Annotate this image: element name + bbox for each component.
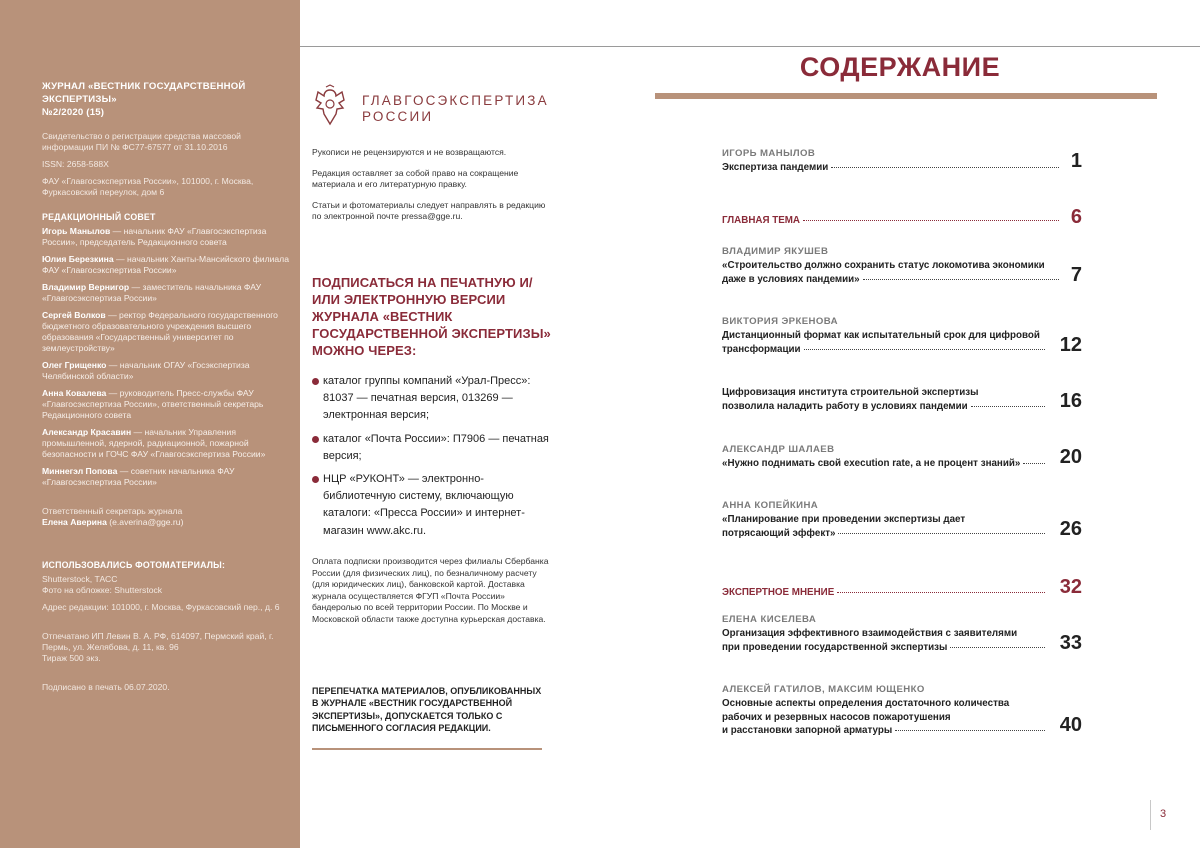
signed-date: Подписано в печать 06.07.2020. [42, 682, 170, 692]
toc-leader [1023, 463, 1045, 464]
imprint [42, 80, 290, 699]
toc-article-line: Организация эффективного взаимодействия с заявителями [722, 628, 1018, 639]
toc-author: ИГОРЬ МАНЫЛОВ [722, 148, 816, 159]
toc-entry[interactable] [722, 386, 1082, 413]
toc-entry[interactable] [722, 684, 1082, 738]
toc-leader [838, 533, 1045, 534]
toc-leader [950, 647, 1045, 648]
toc-leader [803, 220, 1059, 221]
issue-number: №2/2020 (15) [42, 107, 105, 118]
toc-page-number: 16 [1059, 390, 1082, 412]
board-member: Миннегэл Попова — советник начальника ФАУ «Главгосэкспертиза России» [42, 466, 235, 487]
subscribe-heading: ПОДПИСАТЬСЯ НА ПЕЧАТНУЮ И/ИЛИ ЭЛЕКТРОННУЮ ВЕРСИИ ЖУРНАЛА «ВЕСТНИК ГОСУДАРСТВЕННОЙ ЭКСПЕРТИЗЫ» МОЖНО ЧЕРЕЗ: [312, 275, 551, 358]
toc-page-number: 26 [1059, 518, 1082, 540]
toc-article-title: даже в условиях пандемии» [722, 273, 860, 285]
page-number: 3 [1160, 808, 1167, 820]
middle-column [300, 0, 655, 848]
subscribe-list [312, 373, 552, 546]
toc-author: ВЛАДИМИР ЯКУШЕВ [722, 246, 829, 257]
toc-article-line: Основные аспекты определения достаточного количества [722, 698, 1010, 709]
toc-author: АЛЕКСЕЙ ГАТИЛОВ, МАКСИМ ЮЩЕНКО [722, 684, 925, 695]
toc-page-number: 12 [1059, 334, 1082, 356]
toc-author: ВИКТОРИЯ ЭРКЕНОВА [722, 316, 838, 327]
founder-info: ФАУ «Главгосэкспертиза России», 101000, г. Москва, Фуркасовский переулок, дом 6 [42, 176, 254, 197]
toc-leader [863, 279, 1059, 280]
reprint-notice: ПЕРЕПЕЧАТКА МАТЕРИАЛОВ, ОПУБЛИКОВАННЫХ В ЖУРНАЛЕ «ВЕСТНИК ГОСУДАРСТВЕННОЙ ЭКСПЕРТИЗЫ», ДОПУСКАЕТСЯ ТОЛЬКО С ПИСЬМЕННОГО СОГЛАСИЯ РЕДАКЦИИ. [312, 686, 542, 734]
photo-cover: Фото на обложке: Shutterstock [42, 585, 163, 595]
board-member: Юлия Березкина — начальник Ханты-Мансийского филиала ФАУ «Главгосэкспертиза России» [42, 254, 289, 275]
toc-article-title: при проведении государственной экспертизы [722, 641, 948, 653]
toc-leader [971, 406, 1045, 407]
payment-info: Оплата подписки производится через филиалы Сбербанка России (для физических лиц), по безналичному расчету (для юридических лиц), банковской картой. Доставка журнала осуществляется ФГУП «Почта России» бандеролью по всей территории России. По Москве и Московской области также доступна курьерская доставка. [312, 556, 549, 624]
toc-page-number: 40 [1059, 714, 1082, 736]
toc-article-title: и расстановки запорной арматуры [722, 725, 893, 736]
toc-author: АННА КОПЕЙКИНА [722, 500, 819, 511]
list-item: каталог группы компаний «Урал-Пресс»: 81037 — печатная версия, 013269 — электронная версия; [312, 373, 552, 425]
editorial-address: Адрес редакции: 101000, г. Москва, Фуркасовский пер., д. 6 [42, 602, 280, 612]
toc-leader [895, 730, 1045, 731]
logo [312, 84, 552, 130]
photo-sources: Shutterstock, ТАСС [42, 574, 118, 584]
toc-page-number: 33 [1059, 632, 1082, 654]
toc-article-title: потрясающий эффект» [722, 527, 836, 539]
board-title: РЕДАКЦИОННЫЙ СОВЕТ [42, 212, 156, 222]
toc-article-line: Цифровизация института строительной экспертизы [722, 387, 979, 398]
board-member: Анна Ковалева — руководитель Пресс-службы ФАУ «Главгосэкспертиза России», ответственный секретарь Редакционного совета [42, 388, 264, 420]
toc-article-title: трансформации [722, 343, 801, 355]
toc-entry[interactable] [722, 614, 1082, 654]
page-number-rule [1150, 800, 1151, 830]
toc-entry[interactable] [722, 148, 1082, 175]
note-manuscripts: Рукописи не рецензируются и не возвращаются. [312, 147, 507, 157]
toc-section-title: ГЛАВНАЯ ТЕМА [722, 215, 801, 226]
toc-page-number: 6 [1070, 206, 1082, 228]
toc-entry[interactable] [722, 316, 1082, 356]
board-member: Владимир Вернигор — заместитель начальника ФАУ «Главгосэкспертиза России» [42, 282, 262, 303]
reprint-underline [312, 748, 542, 750]
toc-leader [831, 167, 1059, 168]
left-sidebar [0, 0, 300, 848]
toc-section[interactable] [722, 576, 1082, 600]
printer-info: Отпечатано ИП Левин В. А. РФ, 614097, Пермский край, г. Пермь, ул. Желябова, д. 11, кв. 96 [42, 631, 274, 652]
board-member: Сергей Волков — ректор Федерального государственного бюджетного образовательного учреждения высшего образования «Государственный университет по землеустройству» [42, 310, 278, 353]
bullet-icon [312, 476, 319, 483]
toc-article-line: Дистанционный формат как испытательный срок для цифровой [722, 330, 1040, 341]
circulation: Тираж 500 экз. [42, 653, 101, 663]
toc-article-line: «Строительство должно сохранить статус локомотива экономики [722, 260, 1045, 271]
toc-entry[interactable] [722, 246, 1082, 286]
toc-article-title: позволила наладить работу в условиях пандемии [722, 400, 968, 412]
note-rights: Редакция оставляет за собой право на сокращение материала и его литературную правку. [312, 167, 519, 189]
toc-author: ЕЛЕНА КИСЕЛЕВА [722, 614, 817, 625]
toc-article-title: «Нужно поднимать свой execution rate, а не процент знаний» [722, 458, 1021, 469]
bullet-icon [312, 436, 319, 443]
toc-leader [804, 349, 1045, 350]
board-list [42, 226, 290, 488]
list-item: каталог «Почта России»: П7906 — печатная версия; [312, 431, 552, 465]
toc-page-number: 1 [1070, 150, 1082, 172]
toc-section[interactable] [722, 206, 1082, 228]
toc-title: СОДЕРЖАНИЕ [799, 52, 1001, 82]
editorial-notes [312, 147, 552, 232]
registration-info: Свидетельство о регистрации средства массовой информации ПИ № ФС77-67577 от 31.10.2016 [42, 131, 241, 152]
secretary-label: Ответственный секретарь журнала [42, 506, 183, 516]
toc-page-number: 20 [1059, 446, 1082, 468]
eagle-emblem-icon [312, 84, 348, 128]
toc-article-line: «Планирование при проведении экспертизы дает [722, 514, 966, 525]
board-member: Александр Красавин — начальник Управления промышленной, ядерной, радиационной, пожарной безопасности и ГОЧС ФАУ «Главгосэкспертиза России» [42, 427, 266, 459]
toc-entry[interactable] [722, 500, 1082, 540]
list-item: НЦР «РУКОНТ» — электронно-библиотечную систему, включающую каталоги: «Пресса России» и интернет-магазин www.akc.ru. [312, 471, 552, 540]
note-email: Статьи и фотоматериалы следует направлять в редакцию по электронной почте pressa@gge.ru. [312, 199, 546, 221]
toc-section-title: ЭКСПЕРТНОЕ МНЕНИЕ [722, 587, 835, 598]
board-member: Олег Грищенко — начальник ОГАУ «Госэкспертиза Челябинской области» [42, 360, 250, 381]
issn: ISSN: 2658-588X [42, 159, 109, 169]
toc-author: АЛЕКСАНДР ШАЛАЕВ [722, 444, 835, 455]
logo-name: ГЛАВГОСЭКСПЕРТИЗА [362, 93, 549, 108]
bullet-icon [312, 378, 319, 385]
secretary: Елена Аверина (e.averina@gge.ru) [42, 517, 184, 527]
board-member: Игорь Манылов — начальник ФАУ «Главгосэкспертиза России», председатель Редакционного совета [42, 226, 267, 247]
toc-page-number: 7 [1070, 264, 1082, 286]
toc-article-line: рабочих и резервных насосов пожаротушения [722, 711, 951, 723]
toc-leader [837, 592, 1045, 593]
toc-page-number: 32 [1059, 576, 1082, 598]
toc-entry[interactable] [722, 444, 1082, 471]
logo-country: РОССИИ [362, 109, 434, 124]
journal-name: ЖУРНАЛ «ВЕСТНИК ГОСУДАРСТВЕННОЙ ЭКСПЕРТИЗЫ» [42, 81, 246, 105]
toc-article-title: Экспертиза пандемии [722, 162, 829, 173]
toc-title-bar [655, 93, 1157, 99]
photo-title: ИСПОЛЬЗОВАЛИСЬ ФОТОМАТЕРИАЛЫ: [42, 560, 226, 570]
